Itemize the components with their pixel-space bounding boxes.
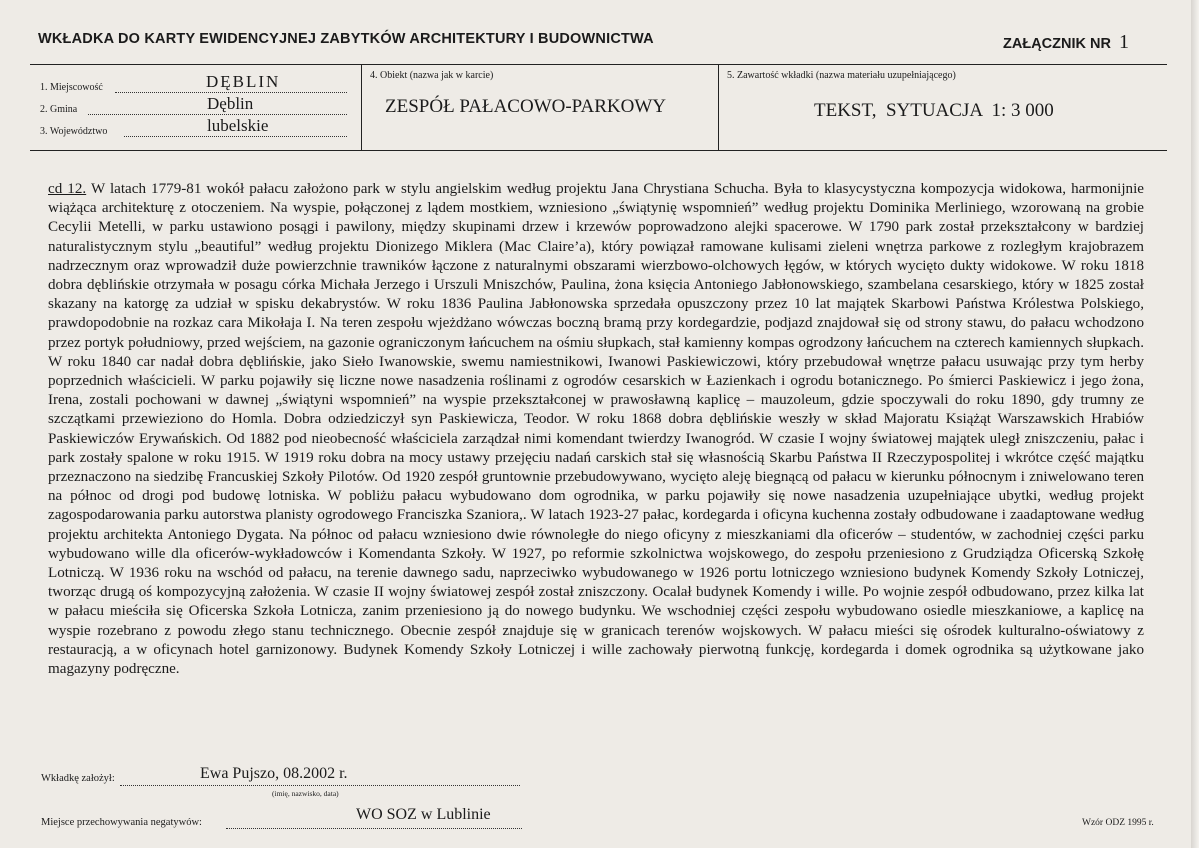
object-label: 4. Obiekt (nazwa jak w karcie) [370, 70, 494, 81]
continuation-marker: cd 12. [48, 181, 87, 197]
header-box-divider-1 [361, 64, 362, 150]
annex-label: ZAŁĄCZNIK NR [1003, 36, 1111, 52]
object-value: ZESPÓŁ PAŁACOWO-PARKOWY [385, 96, 666, 117]
header-box-divider-2 [718, 64, 719, 150]
prepared-by-value: Ewa Pujszo, 08.2002 r. [200, 765, 348, 782]
storage-label: Miejsce przechowywania negatywów: [41, 817, 202, 828]
storage-dotted-line [226, 828, 522, 829]
voivodeship-dotted-line [124, 136, 347, 137]
prepared-by-dotted-line [120, 785, 520, 786]
storage-value: WO SOZ w Lublinie [356, 806, 491, 823]
contents-value: TEKST, SYTUACJA 1: 3 000 [814, 100, 1054, 121]
description-text [48, 180, 1144, 679]
voivodeship-label: 3. Województwo [40, 126, 108, 137]
annex-number: 1 [1118, 31, 1129, 53]
description-paragraph: W latach 1779-81 wokół pałacu założono park w stylu angielskim według projektu Jana Chrystiana Schucha. Była to klasycystyczna kompozycja widokowa, harmonijnie wiążąca architekturę z otoczeniem. Na wyspie, połączonej z lądem mostkiem, wzniesiono „świątynię wspomnień” według projektu Dominika Merliniego, wzorowaną na grobie Cecylii Metelli, w parku ustawiono posągi i pawilony, między skupinami drzew i krzewów poprowadzono alejki spacerowe. W 1790 park został przekształcony w bardziej naturalistycznym stylu „beautiful” według projektu Dionizego Miklera (Mac Claire’a), który powiązał ramowane kulisami zieleni wnętrza parkowe z rozległym krajobrazem nadrzecznym oraz wprowadził duże powierzchnie trawników łączone z naturalnymi obszarami wierzbowo-olchowych łęgów, w których wycięto dukty widokowe. W roku 1818 dobra dęblińskie otrzymała w posagu córka Michała Jerzego i Urszuli Mniszchów, Paulina, żona księcia Antoniego Jabłonowskiego, szambelana cesarskiego, który w 1825 został skazany na katorgę za udział w spisku dekabrystów. W roku 1836 Paulina Jabłonowska sprzedała opuszczony przez 10 lat majątek Skarbowi Państwa Królestwa Polskiego, prawdopodobnie na rozkaz cara Mikołaja I. Na teren zespołu wjeżdżano wówczas boczną bramą przy kordegardzie, podjazd znajdował się od strony stawu, do pałacu wchodzono przez portyk południowy, przed wejściem, na gazonie ograniczonym łańcuchem na ośmiu słupkach, stał kamienny kompas ogrodzony łańcuchem na czterech kamiennych słupkach. W roku 1840 car nadał dobra dęblińskie, jako Sieło Iwanowskie, swemu namiestnikowi, Iwanowi Paskiewiczowi, który przebudował wnętrze pałacu usuwając przy tym herby poprzednich właścicieli. W parku pojawiły się liczne nowe nasadzenia roślinami z ogrodów cesarskich w Łazienkach i ogrodu botanicznego. Po śmierci Paskiewicz i jego żona, Irena, zostali pochowani w dawnej „świątyni wspomnień” na wyspie przekształconej w prawosławną kaplicę – mauzoleum, gdzie spoczywali do roku 1890, gdy trumny ze szczątkami przewieziono do Homla. Dobra odziedziczył syn Paskiewicza, Teodor. W roku 1868 dobra dęblińskie weszły w skład Majoratu Książąt Warszawskich Hrabiów Paskiewiczów Erywańskich. Od 1882 pod nieobecność właściciela zarządzał nimi komendant twierdzy Iwanogród. W czasie I wojny światowej majątek uległ zniszczeniu, pałac i park zostały spalone w roku 1915. W 1919 roku dobra na mocy ustawy przejęciu nadań carskich stał się własnością Skarbu Państwa II Rzeczypospolitej i wkrótce część majątku przeznaczono na siedzibę Francuskiej Szkoły Pilotów. Od 1920 zespół gruntownie przebudowywano, wycięto aleję biegnącą od pałacu w kierunku północnym i zniwelowano teren na północ od drogi pod budowę lotniska. W pobliżu pałacu wybudowano dom ogrodnika, w parku pojawiły się nowe nasadzenia uzupełniające ubytki, według projekt zagospodarowania parku autorstwa planisty ogrodowego Franciszka Szaniora,. W latach 1923-27 pałac, kordegarda i oficyna kuchenna zostały odbudowane i zaadaptowane według projektu architekta Antoniego Dygata. Na północ od pałacu wzniesiono dwie równoległe do niego oficyny z mieszkaniami dla oficerów – studentów, w zachodniej części parku wybudowano wille dla oficerów-wykładowców i Komendanta Szkoły. W 1927, po reformie szkolnictwa wojskowego, do zespołu przeniesiono z Grudziądza Oficerską Szkołę Lotniczą. W 1936 roku na wschód od pałacu, na terenie dawnego sadu, naprzeciwko wybudowanego w 1926 portu lotniczego wzniesiono budynek Komendy Szkoły Lotniczej, tworząc drugą oś kompozycyjną założenia. W czasie II wojny światowej zespół został zniszczony. Ocalał budynek Komendy i wille. Po wojnie zespół odbudowano, przez kilka lat w pałacu mieściła się Oficerska Szkoła Lotnicza, zanim przeniesiono ją do nowego budynku. We wschodniej części zespołu wybudowano osiedle mieszkaniowe, a kaplicę na wyspie rozebrano z powodu złego stanu technicznego. Obecnie zespół znajduje się w granicach terenów wojskowych. W pałacu mieści się ośrodek kulturalno-oświatowy z restauracją, a w oficynach hotel garnizonowy. Budynek Komendy Szkoły Lotniczej i wille zachowały pierwotną funkcję, kordegarda i domek ogrodnika są użytkowane jako magazyny podręczne. [48, 181, 1144, 678]
page-edge-shadow [1191, 0, 1199, 848]
contents-label: 5. Zawartość wkładki (nazwa materiału uzupełniającego) [727, 70, 956, 81]
header-box-bottom-rule [30, 150, 1167, 151]
locality-dotted-line [115, 92, 347, 93]
commune-label: 2. Gmina [40, 104, 78, 115]
annex-heading [1003, 31, 1129, 54]
locality-label: 1. Miejscowość [40, 82, 103, 93]
commune-dotted-line [88, 114, 347, 115]
prepared-by-label: Wkładkę założył: [41, 773, 115, 784]
prepared-by-note: (imię, nazwisko, data) [272, 789, 339, 798]
form-title: WKŁADKA DO KARTY EWIDENCYJNEJ ZABYTKÓW ARCHITEKTURY I BUDOWNICTWA [38, 31, 654, 47]
header-box-top-rule [30, 64, 1167, 65]
locality-value: DĘBLIN [206, 72, 281, 91]
voivodeship-value: lubelskie [207, 116, 269, 135]
commune-value: Dęblin [207, 94, 254, 113]
form-code: Wzór ODZ 1995 r. [1082, 818, 1154, 828]
